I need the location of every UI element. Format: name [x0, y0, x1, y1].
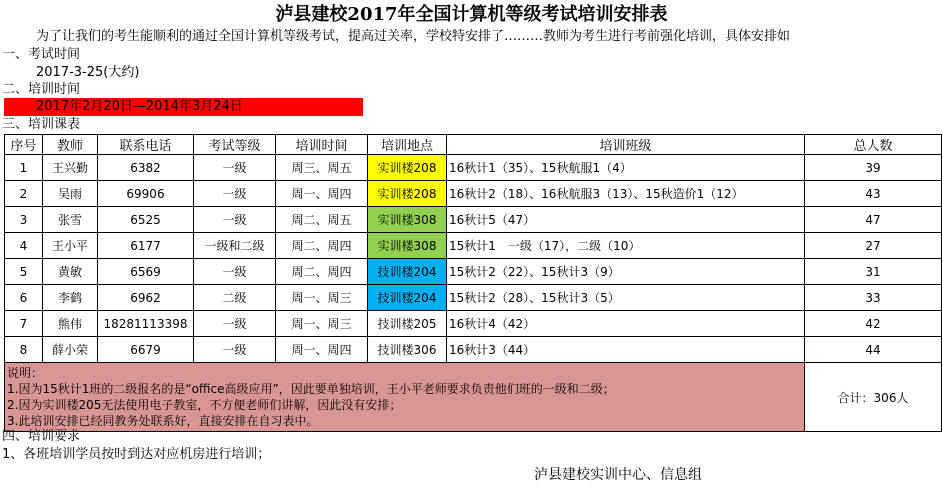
cell-classes: 16秋计2（18）、16秋航服3（13）、15秋造价1（12）: [447, 181, 805, 207]
cell-total: 47: [805, 207, 942, 233]
note-3: 3.此培训安排已经同教务处联系好，直接安排在自习表中。: [7, 414, 319, 428]
table-row: [5, 181, 942, 207]
cell-teacher: 张雪: [43, 207, 98, 233]
cell-classes: 16秋计4（42）: [447, 311, 805, 337]
header-level: 考试等级: [194, 135, 276, 155]
cell-teacher: 王小平: [43, 233, 98, 259]
cell-no: 4: [5, 233, 43, 259]
cell-place: 技训楼204: [368, 285, 447, 311]
table-row: [5, 285, 942, 311]
cell-total: 39: [805, 155, 942, 181]
cell-no: 5: [5, 259, 43, 285]
header-time: 培训时间: [276, 135, 368, 155]
cell-time: 周二、周五: [276, 207, 368, 233]
cell-phone: 6177: [98, 233, 194, 259]
header-place: 培训地点: [368, 135, 447, 155]
notes-cell: [5, 363, 805, 432]
cell-time: 周一、周四: [276, 337, 368, 363]
table-row: [5, 337, 942, 363]
cell-total: 31: [805, 259, 942, 285]
cell-level: 一级: [194, 181, 276, 207]
header-total: 总人数: [805, 135, 942, 155]
cell-level: 一级: [194, 337, 276, 363]
cell-place: 技训楼204: [368, 259, 447, 285]
signature: 泸县建校实训中心、信息组: [534, 467, 702, 483]
cell-place: 实训楼208: [368, 155, 447, 181]
cell-time: 周一、周三: [276, 311, 368, 337]
requirements-heading: 四、培训要求: [2, 429, 81, 444]
cell-classes: 16秋计1（35）、15秋航服1（4）: [447, 155, 805, 181]
cell-teacher: 李鹤: [43, 285, 98, 311]
intro-text: 为了让我们的考生能顺利的通过全国计算机等级考试，提高过关率，学校特安排了………教师为考生进行考前强化培训，具体安排如: [36, 29, 791, 44]
cell-phone: 18281113398: [98, 311, 194, 337]
cell-place: 实训楼208: [368, 181, 447, 207]
cell-phone: 6679: [98, 337, 194, 363]
header-teacher: 教师: [43, 135, 98, 155]
cell-time: 周二、周四: [276, 259, 368, 285]
cell-phone: 6962: [98, 285, 194, 311]
table-row: [5, 259, 942, 285]
cell-time: 周三、周五: [276, 155, 368, 181]
notes-row: [5, 363, 942, 432]
cell-no: 1: [5, 155, 43, 181]
table-header-row: [5, 135, 942, 155]
exam-time-heading: 一、考试时间: [2, 47, 81, 62]
cell-teacher: 吴雨: [43, 181, 98, 207]
cell-classes: 16秋计3（44）: [447, 337, 805, 363]
cell-level: 一级: [194, 155, 276, 181]
cell-time: 周二、周四: [276, 233, 368, 259]
cell-time: 周一、周三: [276, 285, 368, 311]
training-time-heading: 二、培训时间: [2, 82, 81, 97]
cell-place: 实训楼308: [368, 233, 447, 259]
cell-phone: 6382: [98, 155, 194, 181]
summary-total: 合计：306人: [805, 363, 942, 432]
cell-time: 周一、周四: [276, 181, 368, 207]
cell-total: 27: [805, 233, 942, 259]
cell-phone: 6569: [98, 259, 194, 285]
cell-level: 一级: [194, 259, 276, 285]
cell-total: 43: [805, 181, 942, 207]
cell-classes: 16秋计5（47）: [447, 207, 805, 233]
header-classes: 培训班级: [447, 135, 805, 155]
note-1: 1.因为15秋计1班的二级报名的是“office高级应用”，因此要单独培训，王小平老师要求负责他们班的一级和二级；: [7, 382, 615, 396]
cell-teacher: 王兴勤: [43, 155, 98, 181]
cell-teacher: 熊伟: [43, 311, 98, 337]
cell-level: 二级: [194, 285, 276, 311]
training-time-value: 2017年2月20日—2014年3月24日: [4, 98, 363, 116]
cell-level: 一级和二级: [194, 233, 276, 259]
exam-time-value: 2017-3-25(大约): [36, 65, 140, 80]
table-row: [5, 207, 942, 233]
cell-no: 2: [5, 181, 43, 207]
header-phone: 联系电话: [98, 135, 194, 155]
notes-title: 说明：: [7, 366, 44, 380]
schedule-heading: 三、培训课表: [2, 117, 81, 132]
cell-place: 实训楼308: [368, 207, 447, 233]
page-title: 泸县建校2017年全国计算机等级考试培训安排表: [275, 4, 668, 25]
header-no: 序号: [5, 135, 43, 155]
cell-place: 技训楼306: [368, 337, 447, 363]
cell-teacher: 黄敏: [43, 259, 98, 285]
cell-level: 一级: [194, 207, 276, 233]
requirement-1: 1、各班培训学员按时到达对应机房进行培训；: [2, 447, 271, 462]
cell-teacher: 薛小荣: [43, 337, 98, 363]
cell-total: 42: [805, 311, 942, 337]
cell-total: 33: [805, 285, 942, 311]
cell-no: 8: [5, 337, 43, 363]
schedule-table: [4, 134, 942, 432]
table-row: [5, 233, 942, 259]
cell-no: 6: [5, 285, 43, 311]
cell-total: 44: [805, 337, 942, 363]
table-row: [5, 155, 942, 181]
cell-place: 技训楼205: [368, 311, 447, 337]
cell-phone: 6525: [98, 207, 194, 233]
cell-classes: 15秋计2（28）、15秋计3（5）: [447, 285, 805, 311]
cell-level: 一级: [194, 311, 276, 337]
cell-no: 7: [5, 311, 43, 337]
cell-phone: 69906: [98, 181, 194, 207]
cell-no: 3: [5, 207, 43, 233]
cell-classes: 15秋计2（22）、15秋计3（9）: [447, 259, 805, 285]
cell-classes: 15秋计1 一级（17），二级（10）: [447, 233, 805, 259]
note-2: 2.因为实训楼205无法使用电子教室，不方便老师们讲解，因此没有安排；: [7, 398, 402, 412]
table-row: [5, 311, 942, 337]
